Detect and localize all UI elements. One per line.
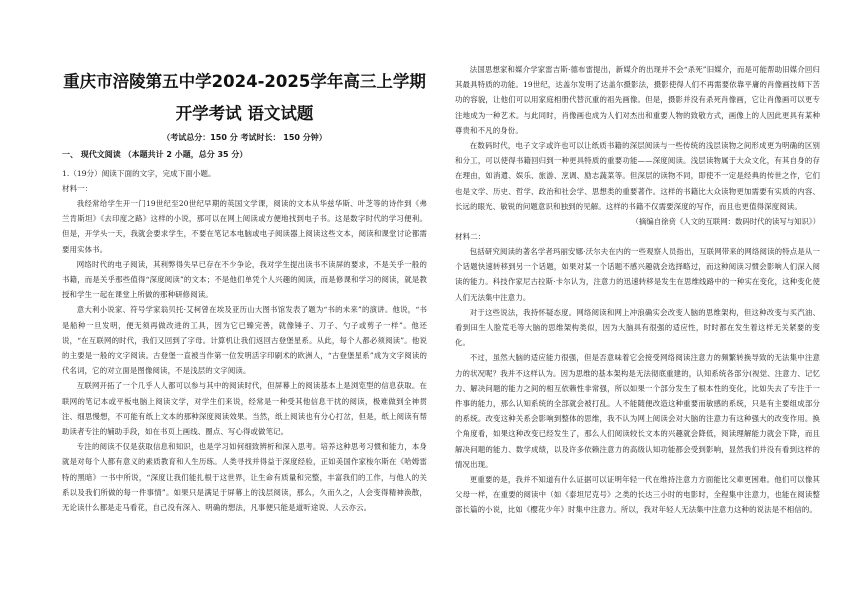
section1-heading: 一、 现代文阅读 （本题共计 2 小题，总分 35 分） [62, 150, 248, 159]
paragraph: 包括研究阅读的著名学者玛丽安娜·沃尔夫在内的一些观察人员指出，互联网带来的网络阅读的特点是从一个话题快速转移到另一个话题，如果对某一个话题不感兴趣就会选择略过，而这种阅读习惯会影响人们深入阅读的能力。科技作家尼古拉斯·卡尔认为，注意力的迅速转移是发生在思维线路中的一种实在变化，这种变化使人们无法集中注意力。 [455, 247, 820, 302]
paragraph: 互联网开拓了一个几乎人人都可以参与其中的阅读时代，但屏幕上的阅读基本上是浏览型的信息获取。在联网的笔记本或平板电脑上阅读文学，对学生们来说，经常是一种受其他信息干扰的阅读，极难做到全神贯注、细思慢想，不可能有纸上文本的那种深度阅读效果。当然，纸上阅读也有分心打岔，但是，纸上阅读有帮助读者专注的辅助手段，如在书页上画线、圈点、写心得或做笔记。 [62, 381, 427, 437]
paragraph: 意大利小说家、符号学家翁贝托·艾柯曾在埃及亚历山大图书馆发表了题为“书的未来”的演讲。他说，“书是船种一旦发明，便无须再做改进的工具，因为它已臻完善，就像锤子、刀子、勺子或剪子一样”。他还说，“在互联网的时代，我们又回到了字母。计算机让我们返回古登堡星系。从此，每个人都必须阅读”。他说的主要是一般的文字阅读。古登堡一直被当作第一位发明活字印刷术的欧洲人，“古登堡星系”成为文字阅读的代名词，它的对立面是图像阅读，不是浅层的文字阅读。 [62, 305, 427, 376]
material1-label: 材料一： [62, 184, 93, 193]
question-1: 1.（19分）阅读下面的文字，完成下面小题。 [62, 169, 216, 178]
paragraph: 网络时代的电子阅读，其利弊得失早已存在不少争论，我对学生提出读书不读屏的要求，不是关乎一般的书籍，而是关乎那些值得“深度阅读”的文本；不是他们单凭个人兴趣的阅读，而是修课和学习的阅读，就是教授和学生一起在课堂上所做的那种研修阅读。 [62, 259, 427, 300]
material2-label: 材料二： [455, 232, 486, 242]
paragraph: 我经常给学生开一门19世纪至20世纪早期的英国文学课，阅读的文本从华兹华斯、叶芝等的诗作到《弗兰肯斯坦》《去印度之路》这样的小说，那可以在网上阅读或方便地找到电子书。这是数字时代的学习便利。但是，开学头一天，我就会要求学生，不要在笔记本电脑或电子阅读器上阅读这些文本，阅读和课堂讨论都需要用实体书。 [62, 199, 427, 254]
paragraph: 对于这些说法，我持怀疑态度。网络阅读和网上冲浪确实会改变人脑的思维架构，但这种改变与买汽油、看到田生人脸荒毛等大脑的思维架构类似，因为大脑具有很强的适应性，时时都在发生着这样无关紧要的变化。 [455, 307, 820, 348]
left-column [62, 62, 427, 592]
paragraph: 法国思想家和媒介学家雷吉斯·德布雷提出，新媒介的出现并不会“杀死”旧媒介，而是可能帮助旧媒介回归其最具特质的功能。19世纪，达盖尔发明了达盖尔摄影法，摄影使得人们不再需要依靠平庸的肖像画技师下苦功的容貌，让他们可以用家庭相册代替沉重的祖先画像。但是，摄影并没有杀死肖像画，它让肖像画可以更专注地成为一种艺术。与此同时，肖像画也成为人们对杰出和重要人物的致敬方式，画像上的人因此更具有某种尊贵和不凡的身份。 [455, 65, 820, 135]
paragraph: 在数码时代，电子文字或许也可以让纸质书籍的深层阅读与一些传统的浅层读物之间形成更为明确的区别和分工，可以使得书籍回归到一种更具特质的重要功能——深度阅读。浅层读物属于大众文化，有其自身的存在理由，如消遣、娱乐、旅游、烹调、励志蔬菜等。但深层的读物不同，即使不一定是经典的传世之作，它们也是文学、历史、哲学、政治和社会学、思想类的重要著作。这样的书籍比大众读物更加需要有实质的内容、长远的眼光、敏锐的问题意识和独到的见解。这样的书籍不仅需要深度的写作，而且也更值得深度阅读。 [455, 141, 820, 211]
right-column [455, 62, 820, 592]
title-line-1: 重庆市涪陵第五中学2024-2025学年高三上学期 [63, 72, 426, 91]
source-citation: （摘编自徐贲《人文的互联网：数码时代的读写与知识》） [631, 217, 820, 227]
paragraph: 更重要的是，我并不知道有什么证据可以证明年轻一代在维持注意力方面能比父辈更困难。他们可以像其父母一样，在重要的阅读中（如《泰坦尼克号》之类的长达三小时的电影时，全程集中注意力，也能在阅读整部长篇的小说，比如《樱花少年》时集中注意力。所以，我对年轻人无法集中注意力这种的说法是不相信的。 [455, 475, 820, 515]
paragraph: 专注的阅读不仅是获取信息和知识，也是学习如何细致辨析和深入思考。培养这种思考习惯和能力，本身就是对每个人都有意义的素质教育和人生历练。人类寻找并得益于深度经验，正如美国作家梭尔斯在《哈姆雷特的黑暗》一书中所说，“深度让我们能扎根于这世界，让生命有质量和完整，丰富我们的工作，与他人的关系以及我们所做的每一件事情”。如果只是满足于屏幕上的浅层阅读，那么，久而久之，人会变得精神涣散，无论读什么都是走马看花，自己没有深入、明确的想法，凡事便只能是道听途说、人云亦云。 [62, 442, 427, 513]
exam-info: （考试总分：150 分 考试时长： 150 分钟） [162, 133, 327, 142]
title-line-2: 开学考试 语文试题 [175, 104, 314, 123]
paragraph: 不过，虽然大脑的适应能力很强，但是否意味着它会接受网络阅读注意力的频繁转换导致的无法集中注意力的状况呢？我并不这样认为。因为思维的基本架构是无法彻底重建的，认知系统各部分(视觉、注意力、记忆力、解决问题的能力之间的相互依赖性非常强，所以如果一个部分发生了根本性的变化，比如失去了专注于一件事的能力，那么认知系统的全部就会被打乱。人不能随便改造这种重要而敏感的系统，只是有主要组成部分的系统。改变这种关系会影响到整体的思维，我不认为网上阅读会对大脑的注意力有这种强大的改变作用。换个角度看，如果这种改变已经发生了，那么人们阅读较长文本的兴趣就会降低，阅读理解能力就会下降，而且解决问题的能力、数学成绩，以及许多依赖注意力的高级认知功能都会受到影响，显然我们并没有看到这样的情况出现。 [455, 353, 820, 469]
